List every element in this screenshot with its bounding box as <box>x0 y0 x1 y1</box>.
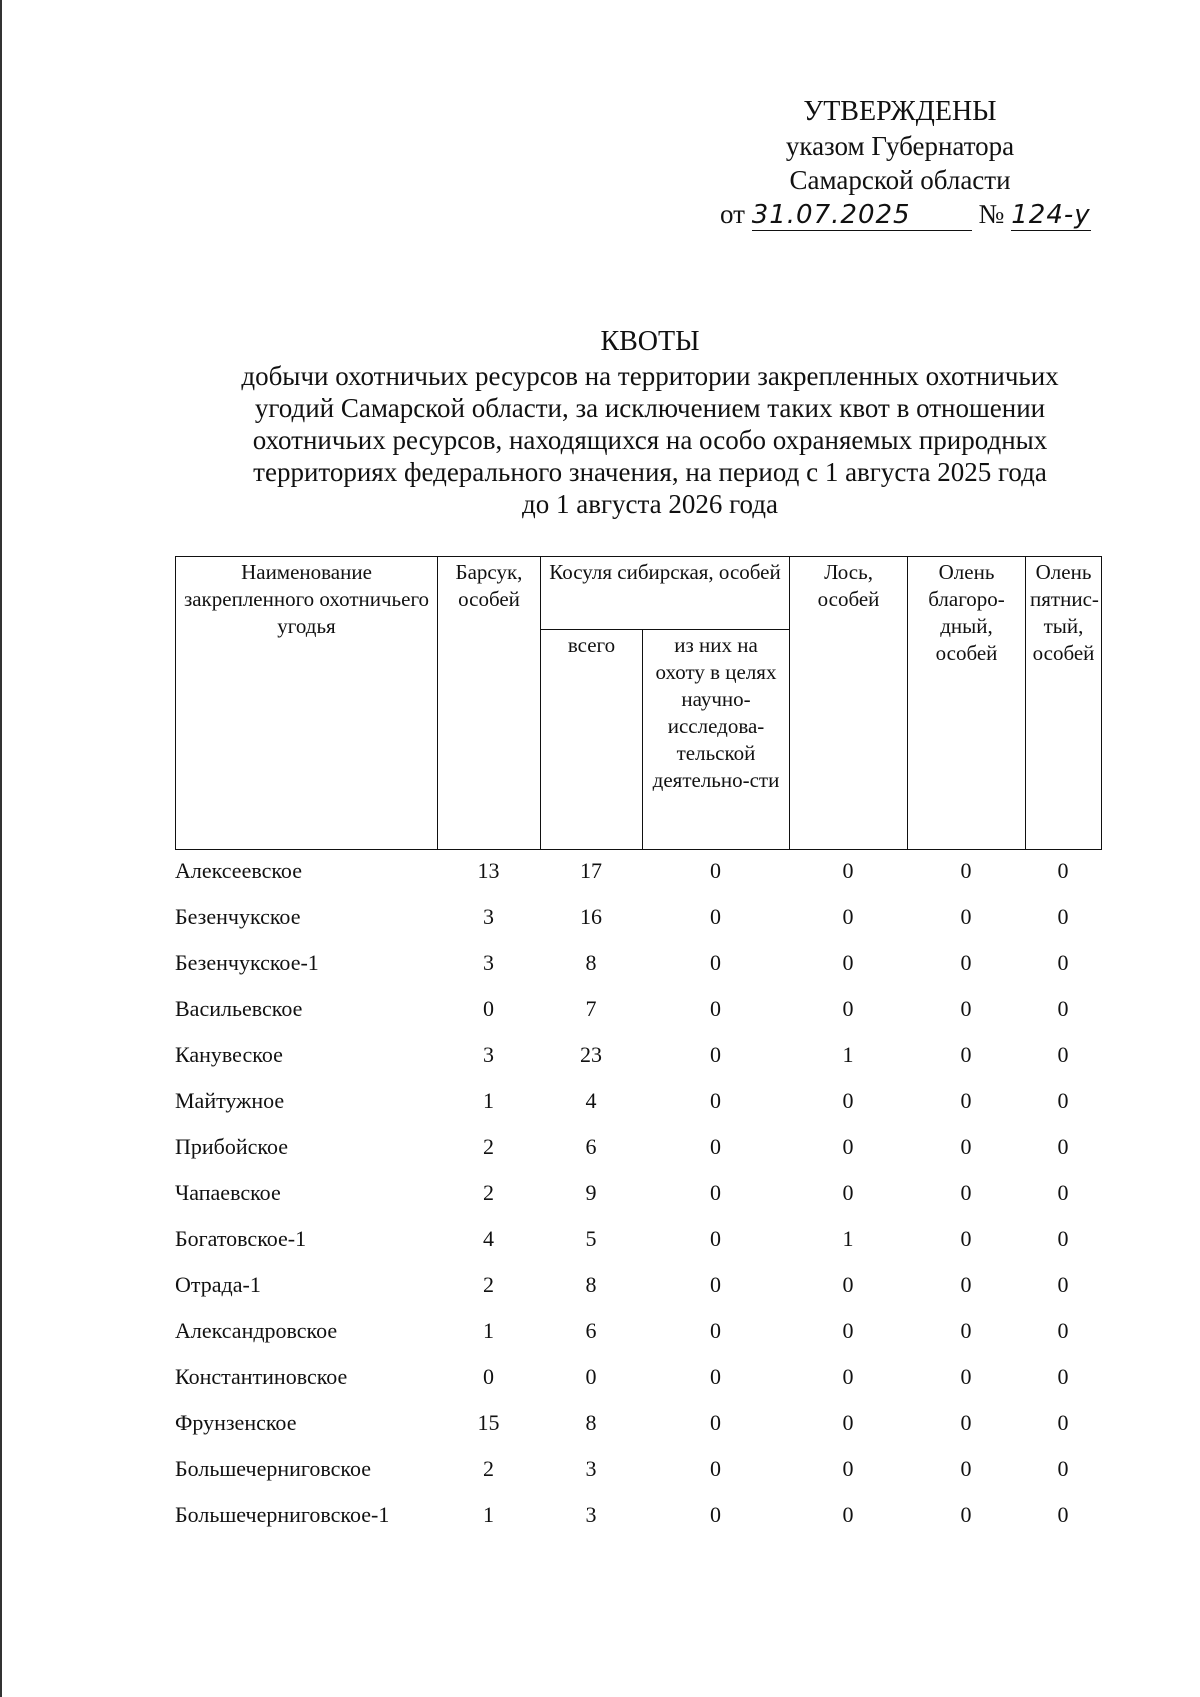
roe-research-value: 0 <box>710 950 721 975</box>
red-deer-value: 0 <box>960 1042 972 1067</box>
moose-value: 0 <box>842 950 854 975</box>
red-deer-value: 0 <box>960 1226 972 1251</box>
roe-research-value: 0 <box>710 1134 721 1159</box>
roe-research-value: 0 <box>710 996 721 1021</box>
badger-value: 3 <box>483 904 494 929</box>
roe-total-value: 5 <box>585 1226 597 1251</box>
moose-value: 0 <box>842 1456 854 1481</box>
sika-deer-value: 0 <box>1057 996 1069 1021</box>
approved-label: УТВЕРЖДЕНЫ <box>803 96 997 127</box>
table-row <box>175 940 1101 986</box>
sika-deer-value: 0 <box>1057 904 1069 929</box>
moose-value: 0 <box>842 904 854 929</box>
moose-value: 0 <box>842 1088 854 1113</box>
subtitle-line-2: угодий Самарской области, за исключением таких квот в отношении <box>254 393 1046 423</box>
header-roe-research: из них на охоту в целях научно-исследова-тельской деятельно-сти <box>643 630 790 850</box>
roe-total-value: 17 <box>580 858 602 883</box>
date-prefix: от <box>720 199 745 229</box>
subtitle-line-4: территориях федерального значения, на период с 1 августа 2025 года <box>253 457 1047 487</box>
sika-deer-value: 0 <box>1057 1456 1069 1481</box>
moose-value: 0 <box>842 1502 854 1527</box>
moose-value: 0 <box>842 1134 854 1159</box>
roe-research-value: 0 <box>710 1180 721 1205</box>
hunting-ground-name: Богатовское-1 <box>175 1226 307 1251</box>
roe-total-value: 7 <box>585 996 597 1021</box>
table-row <box>175 894 1101 940</box>
roe-total-value: 8 <box>585 1410 597 1435</box>
roe-research-value: 0 <box>710 1410 721 1435</box>
sika-deer-value: 0 <box>1057 1134 1069 1159</box>
sika-deer-value: 0 <box>1057 1502 1069 1527</box>
badger-value: 13 <box>477 858 500 883</box>
table-row <box>175 1446 1101 1492</box>
red-deer-value: 0 <box>960 1364 972 1389</box>
sika-deer-value: 0 <box>1057 1272 1069 1297</box>
header-moose: Лось, особей <box>790 557 908 850</box>
roe-research-value: 0 <box>710 1364 721 1389</box>
table-row <box>175 1170 1101 1216</box>
sika-deer-value: 0 <box>1057 858 1069 883</box>
badger-value: 2 <box>483 1456 494 1481</box>
sika-deer-value: 0 <box>1057 1042 1069 1067</box>
roe-research-value: 0 <box>710 1272 721 1297</box>
hunting-ground-name: Александровское <box>175 1318 338 1343</box>
red-deer-value: 0 <box>960 1502 972 1527</box>
hunting-ground-name: Алексеевское <box>175 858 302 883</box>
badger-value: 2 <box>483 1272 494 1297</box>
hunting-ground-name: Большечерниговское <box>175 1456 371 1481</box>
roe-total-value: 4 <box>585 1088 597 1113</box>
red-deer-value: 0 <box>960 1410 972 1435</box>
badger-value: 3 <box>483 950 494 975</box>
subtitle-line-3: охотничьих ресурсов, находящихся на особо охраняемых природных <box>252 425 1048 455</box>
roe-research-value: 0 <box>710 858 721 883</box>
date-number-line <box>720 197 1100 231</box>
roe-total-value: 6 <box>585 1134 597 1159</box>
table-row <box>175 1216 1101 1262</box>
header-name: Наименование закрепленного охотничьего угодья <box>176 557 438 850</box>
badger-value: 2 <box>483 1134 494 1159</box>
roe-total-value: 23 <box>580 1042 602 1067</box>
roe-research-value: 0 <box>710 1318 721 1343</box>
hunting-ground-name: Чапаевское <box>175 1180 281 1205</box>
header-roe: Косуля сибирская, особей <box>541 557 790 630</box>
red-deer-value: 0 <box>960 858 972 883</box>
header-red-deer: Олень благоро-дный, особей <box>908 557 1026 850</box>
decree-number: 124-у <box>1011 200 1091 230</box>
hunting-ground-name: Безенчукское-1 <box>175 950 319 975</box>
sika-deer-value: 0 <box>1057 1410 1069 1435</box>
roe-research-value: 0 <box>710 1456 721 1481</box>
document-title-block <box>150 326 1150 520</box>
moose-value: 1 <box>842 1042 854 1067</box>
sika-deer-value: 0 <box>1057 1088 1069 1113</box>
roe-research-value: 0 <box>710 1042 721 1067</box>
header-badger: Барсук, особей <box>438 557 541 850</box>
moose-value: 0 <box>842 1364 854 1389</box>
badger-value: 4 <box>483 1226 494 1251</box>
roe-total-value: 16 <box>580 904 602 929</box>
badger-value: 0 <box>483 1364 494 1389</box>
roe-research-value: 0 <box>710 1502 721 1527</box>
badger-value: 0 <box>483 996 494 1021</box>
badger-value: 2 <box>483 1180 494 1205</box>
roe-total-value: 6 <box>585 1318 597 1343</box>
table-row <box>175 1308 1101 1354</box>
badger-value: 1 <box>483 1088 494 1113</box>
roe-total-value: 8 <box>585 1272 597 1297</box>
subtitle-line-1: добычи охотничьих ресурсов на территории закрепленных охотничьих <box>241 361 1059 391</box>
table-row <box>175 1354 1101 1400</box>
roe-research-value: 0 <box>710 1226 721 1251</box>
sika-deer-value: 0 <box>1057 1180 1069 1205</box>
table-row <box>175 1400 1101 1446</box>
red-deer-value: 0 <box>960 1180 972 1205</box>
hunting-ground-name: Отрада-1 <box>175 1272 261 1297</box>
table-row <box>175 1262 1101 1308</box>
moose-value: 0 <box>842 1318 854 1343</box>
subtitle-line-5: до 1 августа 2026 года <box>522 489 778 519</box>
quota-table-header <box>175 556 1102 850</box>
moose-value: 0 <box>842 996 854 1021</box>
header-sika-deer: Олень пятнис-тый, особей <box>1026 557 1102 850</box>
badger-value: 1 <box>483 1502 494 1527</box>
roe-total-value: 9 <box>585 1180 597 1205</box>
badger-value: 3 <box>483 1042 494 1067</box>
red-deer-value: 0 <box>960 1134 972 1159</box>
decree-label: указом Губернатора <box>785 131 1015 161</box>
moose-value: 0 <box>842 1410 854 1435</box>
red-deer-value: 0 <box>960 1272 972 1297</box>
table-row <box>175 1492 1101 1538</box>
red-deer-value: 0 <box>960 950 972 975</box>
moose-value: 1 <box>842 1226 854 1251</box>
hunting-ground-name: Фрунзенское <box>175 1410 297 1435</box>
moose-value: 0 <box>842 1180 854 1205</box>
moose-value: 0 <box>842 1272 854 1297</box>
roe-total-value: 0 <box>585 1364 597 1389</box>
sika-deer-value: 0 <box>1057 1364 1069 1389</box>
hunting-ground-name: Канувеское <box>175 1042 283 1067</box>
red-deer-value: 0 <box>960 1456 972 1481</box>
red-deer-value: 0 <box>960 904 972 929</box>
roe-research-value: 0 <box>710 904 721 929</box>
table-row <box>175 848 1101 894</box>
hunting-ground-name: Константиновское <box>175 1364 348 1389</box>
hunting-ground-name: Васильевское <box>175 996 303 1021</box>
hunting-ground-name: Большечерниговское-1 <box>175 1502 390 1527</box>
roe-research-value: 0 <box>710 1088 721 1113</box>
decree-date: 31.07.2025 <box>752 200 972 231</box>
table-row <box>175 1124 1101 1170</box>
red-deer-value: 0 <box>960 996 972 1021</box>
table-row <box>175 986 1101 1032</box>
moose-value: 0 <box>842 858 854 883</box>
hunting-ground-name: Майтужное <box>175 1088 285 1113</box>
roe-total-value: 8 <box>585 950 597 975</box>
approval-stamp-block <box>700 95 1100 231</box>
table-row <box>175 1078 1101 1124</box>
badger-value: 1 <box>483 1318 494 1343</box>
number-prefix: № <box>978 199 1005 229</box>
sika-deer-value: 0 <box>1057 1318 1069 1343</box>
region-label: Самарской области <box>789 165 1011 195</box>
sika-deer-value: 0 <box>1057 1226 1069 1251</box>
document-title: КВОТЫ <box>600 326 700 357</box>
hunting-ground-name: Прибойское <box>175 1134 288 1159</box>
hunting-ground-name: Безенчукское <box>175 904 301 929</box>
sika-deer-value: 0 <box>1057 950 1069 975</box>
roe-total-value: 3 <box>585 1456 597 1481</box>
quota-table-body <box>175 848 1101 1538</box>
table-row <box>175 1032 1101 1078</box>
red-deer-value: 0 <box>960 1088 972 1113</box>
red-deer-value: 0 <box>960 1318 972 1343</box>
roe-total-value: 3 <box>585 1502 597 1527</box>
badger-value: 15 <box>477 1410 500 1435</box>
page-edge-line <box>0 0 2 1697</box>
header-roe-total: всего <box>541 630 643 850</box>
